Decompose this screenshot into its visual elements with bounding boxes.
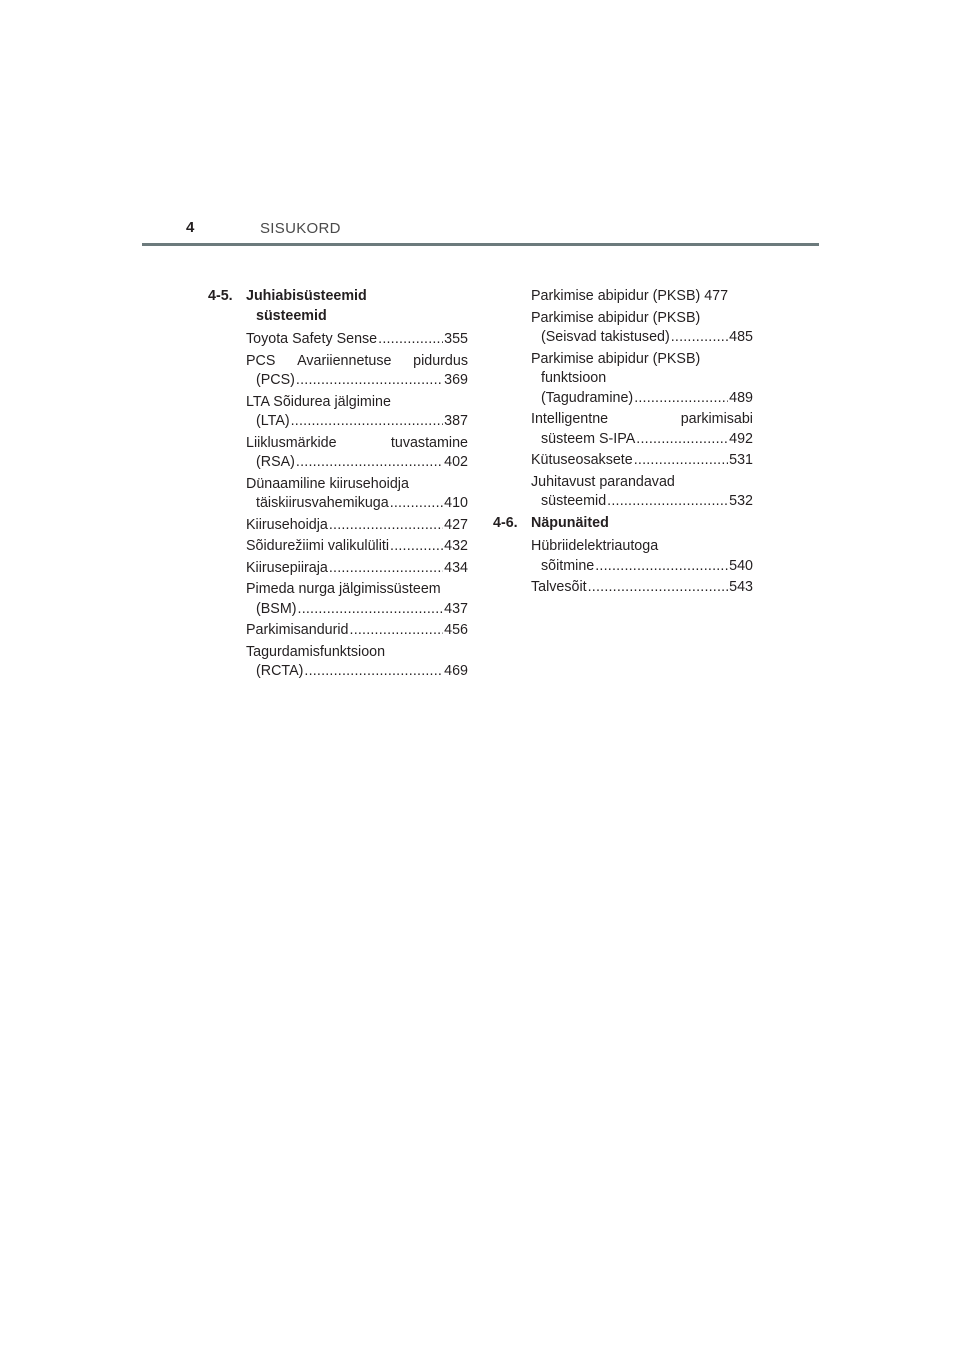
toc-entry[interactable]: Parkimisandurid ..... 456 [208,621,468,641]
page-ref: 489 [729,389,753,406]
toc-left-column [208,287,468,684]
page-ref: 543 [729,579,753,595]
toc-entry[interactable]: Dünaamiline kiirusehoidja täiskiirusvahemikuga ..... 410 [208,475,468,514]
toc-entry[interactable]: Pimeda nurga jälgimissüsteem (BSM) ..... 437 [208,580,468,619]
page-ref: 434 [444,559,468,576]
page-ref: 387 [444,413,468,429]
toc-entry[interactable]: Kütuseosaksete ..... 531 [493,451,753,471]
toc-entry[interactable]: Liiklusmärkide tuvastamine (RSA) ..... 402 [208,434,468,473]
page-ref: 410 [444,495,468,511]
toc-entry[interactable]: Hübriidelektriautoga sõitmine ..... 540 [493,537,753,576]
header-title: SISUKORD [260,220,341,237]
toc-entry[interactable]: Parkimise abipidur (PKSB) (Seisvad takistused) ..... 485 [493,309,753,348]
section-title: Juhiabisüsteemid süsteemid [246,288,367,324]
toc-entry[interactable]: Talvesõit ..... 543 [493,578,753,598]
page-ref: 432 [444,538,468,554]
page-ref: 355 [444,331,468,347]
page-ref: 437 [444,600,468,617]
page-ref: 402 [444,454,468,470]
page-ref: 485 [729,329,753,345]
toc-entry[interactable]: Parkimise abipidur (PKSB) funktsioon (Tagudramine) ..... 489 [493,350,753,409]
page-ref: 369 [444,372,468,388]
page-ref: 540 [729,557,753,574]
toc-entry[interactable]: Tagurdamisfunktsioon (RCTA) ..... 469 [208,643,468,682]
toc-entry[interactable]: Sõidurežiimi valikulüliti ..... 432 [208,537,468,557]
toc-section-heading [493,514,753,534]
toc-section-heading [208,287,468,326]
toc-right-column [493,287,753,600]
page-header [0,0,960,250]
header-divider [142,243,819,246]
toc-entry[interactable]: LTA Sõidurea jälgimine (LTA) ..... 387 [208,393,468,432]
page-ref: 456 [444,622,468,638]
toc-entry[interactable]: Toyota Safety Sense ..... 355 [208,330,468,350]
page-number: 4 [186,219,195,236]
section-number: 4-6. [493,514,518,531]
page-ref: 532 [729,493,753,509]
page-ref: 492 [729,430,753,447]
toc-entry[interactable]: Parkimise abipidur (PKSB) 477 [531,288,729,304]
section-number: 4-5. [208,288,233,304]
toc-entry[interactable]: Intelligentne parkimisabi süsteem S-IPA ..... 492 [493,410,753,449]
page-ref: 469 [444,663,468,679]
section-title: Näpunäited [531,514,609,531]
toc-entry[interactable]: Juhitavust parandavad süsteemid ..... 532 [493,473,753,512]
toc-entry[interactable]: PCS Avariiennetuse pidurdus (PCS) ..... 369 [208,352,468,391]
page-ref: 427 [444,516,468,533]
page-ref: 531 [729,452,753,468]
toc-entry[interactable]: Kiirusehoidja ..... 427 [208,516,468,536]
toc-entry[interactable]: Kiirusepiiraja ..... 434 [208,559,468,579]
